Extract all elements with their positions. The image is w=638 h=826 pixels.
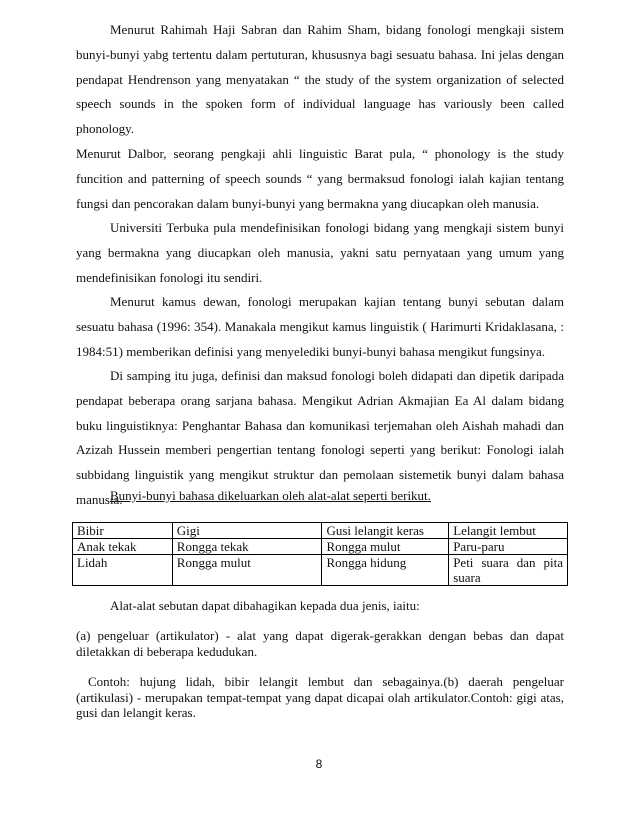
table-cell: Rongga mulut [322, 539, 449, 555]
table-cell: Gigi [172, 523, 322, 539]
paragraph-sarjana-bahasa: Di samping itu juga, definisi dan maksud fonologi boleh didapati dan dipetik daripada pendapat beberapa orang sarjana bahasa. Mengikut Adrian Akmajian Ea Al dalam bidang buku linguistiknya: Penghantar Bahasa dan komunikasi terjemahan oleh Aishah mahadi dan Azizah Hussein memberi pengertian tentang fonologi seperti yang berikut: Fonologi ialah subbidang linguistik yang mengikut struktur dan pemolaan sistemetik bunyi dalam bahasa manusia. [76, 368, 564, 507]
paragraph-contoh: Contoh: hujung lidah, bibir lelangit lembut dan sebagainya.(b) daerah pengeluar (artikulasi) - merupakan tempat-tempat yang dapat dicapai olah artikulator.Contoh: gigi atas, gusi dan lelangit keras. [76, 674, 564, 720]
table-cell: Rongga hidung [322, 555, 449, 586]
table-cell: Gusi lelangit keras [322, 523, 449, 539]
table-cell: Rongga tekak [172, 539, 322, 555]
paragraph-alat-sebutan: Alat-alat sebutan dapat dibahagikan kepada dua jenis, iaitu: [110, 598, 420, 613]
table-cell: Paru-paru [449, 539, 568, 555]
table-row [73, 539, 568, 555]
paragraph-rahimah: Menurut Rahimah Haji Sabran dan Rahim Sham, bidang fonologi mengkaji sistem bunyi-bunyi yabg tertentu dalam pertuturan, khususnya bagi sesuatu bahasa. Ini jelas dengan pendapat Hendrenson yang menyatakan “ the study of the system organization of selected speech sounds in the spoken form of individual language has variously been called phonology. [76, 22, 564, 137]
table-title: Bunyi-bunyi bahasa dikeluarkan oleh alat-alat seperti berikut. [110, 488, 431, 503]
table-cell: Lidah [73, 555, 173, 586]
table-cell: Peti suara dan pita suara [449, 555, 568, 586]
table-cell: Lelangit lembut [449, 523, 568, 539]
table-row [73, 555, 568, 586]
paragraph-pengeluar: (a) pengeluar (artikulator) - alat yang dapat digerak-gerakkan dengan bebas dan dapat diletakkan di beberapa kedudukan. [76, 628, 564, 659]
table-cell: Rongga mulut [172, 555, 322, 586]
speech-organs-table [72, 522, 568, 586]
table-cell: Bibir [73, 523, 173, 539]
paragraph-universiti-terbuka: Universiti Terbuka pula mendefinisikan fonologi bidang yang mengkaji sistem bunyi yang bermakna yang diucapkan oleh manusia, yakni satu pernyataan yang umum yang mendefinisikan fonologi itu sendiri. [76, 220, 564, 285]
table-cell: Anak tekak [73, 539, 173, 555]
page-number: 8 [315, 757, 323, 771]
paragraph-kamus-dewan: Menurut kamus dewan, fonologi merupakan kajian tentang bunyi sebutan dalam sesuatu bahasa (1996: 354). Manakala mengikut kamus linguistik ( Harimurti Kridaklasana, : 1984:51) memberikan definisi yang menyelediki bunyi-bunyi bahasa mengikut fungsinya. [76, 294, 564, 359]
table-row [73, 523, 568, 539]
paragraph-dalbor: Menurut Dalbor, seorang pengkaji ahli linguistic Barat pula, “ phonology is the study funcition and patterning of speech sounds “ yang bermaksud fonologi ialah kajian tentang fungsi dan pencorakan dalam bunyi-bunyi yang bermakna yang diucapkan oleh manusia. [76, 146, 564, 211]
